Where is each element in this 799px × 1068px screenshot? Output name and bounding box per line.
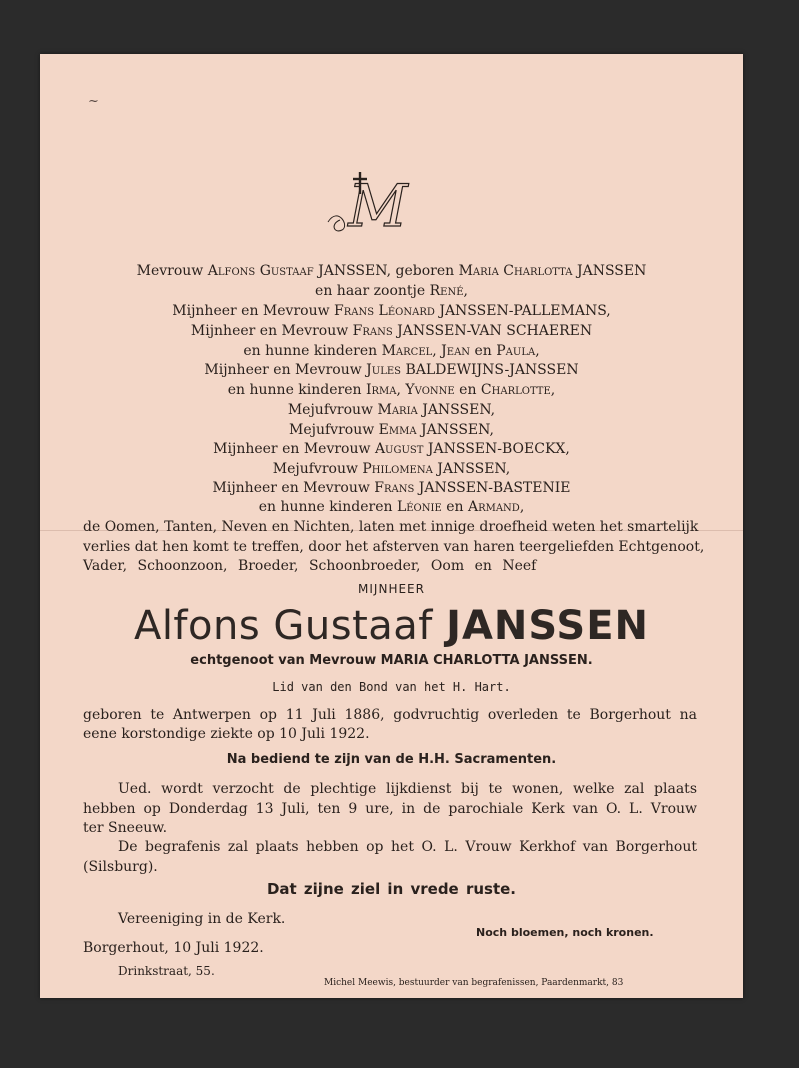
- spouse-line: echtgenoot van Mevrouw MARIA CHARLOTTA JANSSEN.: [190, 653, 593, 668]
- family-line-4: Mijnheer en Mevrouw Frans JANSSEN-VAN SCHAEREN: [190, 323, 593, 339]
- family-line-5: en hunne kinderen Marcel, Jean en Paula,: [243, 343, 540, 359]
- family-line-2: en haar zoontje René,: [315, 283, 468, 299]
- birth-line-1: geboren te Antwerpen op 11 Juli 1886, godvruchtig overleden te Borgerhout na: [83, 707, 697, 723]
- announcement-line-2: verlies dat hen komt te treffen, door het afsterven van haren teergeliefden Echtgenoot,: [83, 539, 705, 555]
- service-line-1: Ued. wordt verzocht de plechtige lijkdienst bij te wonen, welke zal plaats: [118, 781, 697, 797]
- family-line-11: Mejufvrouw Philomena JANSSEN,: [272, 461, 511, 477]
- family-line-9: Mejufvrouw Emma JANSSEN,: [289, 422, 494, 438]
- cross-monogram-icon: [320, 166, 430, 236]
- deceased-given-names: Alfons Gustaaf: [133, 603, 433, 649]
- deceased-surname: JANSSEN: [446, 603, 650, 649]
- prayer-line: Dat zijne ziel in vrede ruste.: [266, 880, 517, 898]
- memorial-card: [40, 54, 743, 998]
- printer-credit: Michel Meewis, bestuurder van begrafenissen, Paardenmarkt, 83: [324, 978, 624, 988]
- place-date-line: Borgerhout, 10 Juli 1922.: [83, 940, 264, 956]
- family-line-1: Mevrouw Alfons Gustaaf JANSSEN, geboren Maria Charlotta JANSSEN: [136, 263, 647, 279]
- family-line-10: Mijnheer en Mevrouw August JANSSEN-BOECKX,: [213, 441, 570, 457]
- monogram-letter: M: [348, 172, 408, 236]
- service-line-2: hebben op Donderdag 13 Juli, ten 9 ure, in de parochiale Kerk van O. L. Vrouw: [83, 801, 697, 817]
- service-line-3: ter Sneeuw.: [83, 820, 168, 836]
- no-flowers-line: Noch bloemen, noch kronen.: [476, 926, 654, 939]
- announcement-line-3: Vader, Schoonzoon, Broeder, Schoonbroeder, Oom en Neef: [83, 558, 537, 574]
- burial-line-1: De begrafenis zal plaats hebben op het O. L. Vrouw Kerkhof van Borgerhout: [118, 839, 697, 855]
- announcement-line-1: de Oomen, Tanten, Neven en Nichten, laten met innige droefheid weten het smartelijk: [83, 519, 699, 535]
- society-line: Vereeniging in de Kerk.: [118, 911, 286, 927]
- pencil-mark: ~: [88, 94, 99, 109]
- family-line-3: Mijnheer en Mevrouw Frans Léonard JANSSEN-PALLEMANS,: [172, 303, 611, 319]
- family-line-6: Mijnheer en Mevrouw Jules BALDEWIJNS-JANSSEN: [204, 362, 579, 378]
- deceased-name: [40, 602, 743, 650]
- family-line-13: en hunne kinderen Léonie en Armand,: [258, 499, 525, 515]
- address-line: Drinkstraat, 55.: [118, 964, 215, 978]
- burial-line-2: (Silsburg).: [83, 859, 158, 875]
- family-line-12: Mijnheer en Mevrouw Frans JANSSEN-BASTENIE: [212, 480, 571, 496]
- membership-line: Lid van den Bond van het H. Hart.: [272, 680, 511, 694]
- birth-line-2: eene korstondige ziekte op 10 Juli 1922.: [83, 726, 370, 742]
- sacraments-line: Na bediend te zijn van de H.H. Sacramenten.: [226, 752, 557, 767]
- title-prefix: MIJNHEER: [358, 582, 425, 596]
- family-line-7: en hunne kinderen Irma, Yvonne en Charlotte,: [227, 382, 556, 398]
- family-line-8: Mejufvrouw Maria JANSSEN,: [287, 402, 496, 418]
